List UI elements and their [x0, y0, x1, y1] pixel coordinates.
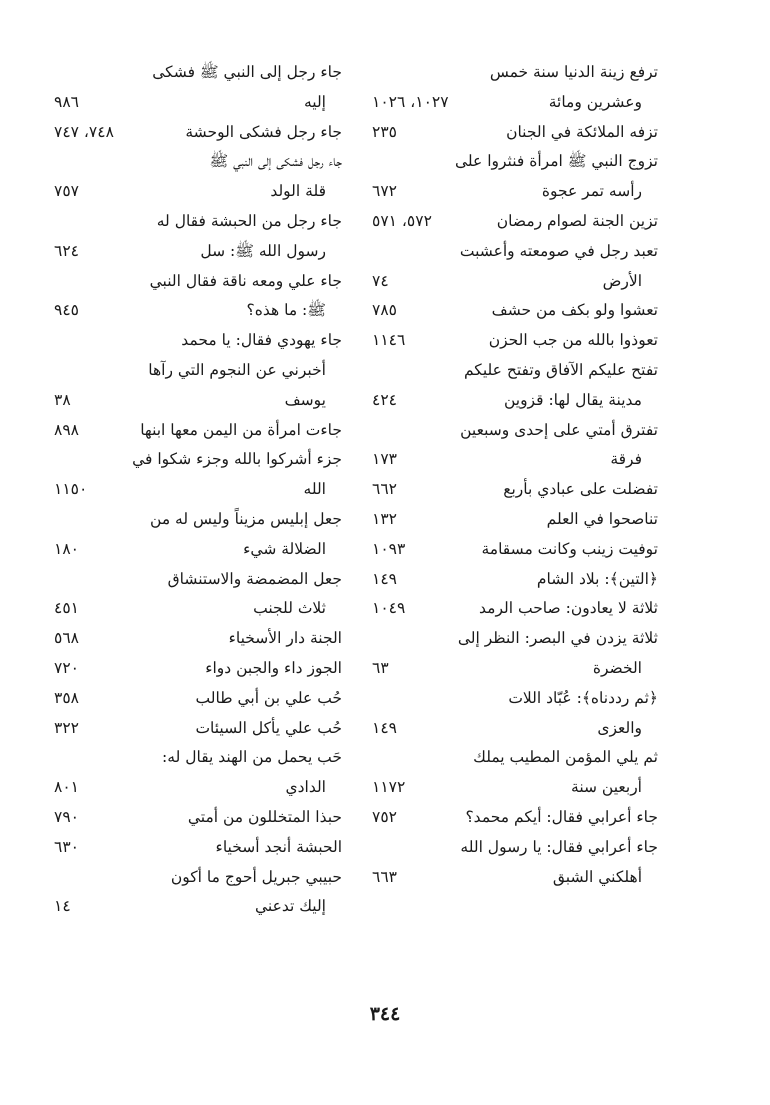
entry-text: جاء يهودي فقال: يا محمد	[181, 331, 342, 350]
entry-text: الجنة دار الأسخياء	[228, 629, 342, 648]
entry-page-ref: ١٠٩٣	[372, 539, 406, 558]
entry-text: جاء علي ومعه ناقة فقال النبي	[149, 271, 342, 290]
entry-text-continuation: وعشرين ومائة	[548, 92, 642, 111]
index-entry	[372, 147, 658, 207]
index-entry	[372, 296, 658, 326]
entry-page-ref: ٢٣٥	[372, 122, 397, 141]
entry-page-ref: ٤٢٤	[372, 390, 397, 409]
entry-page-ref: ٦٦٢	[372, 480, 397, 499]
entry-text-continuation: الضلالة شيء	[243, 539, 326, 558]
index-entry	[54, 118, 342, 148]
entry-page-ref: ٣٢٢	[54, 718, 79, 737]
index-entry	[372, 833, 658, 893]
entry-text-continuation: الدادي	[285, 778, 326, 797]
index-entry	[372, 118, 658, 148]
entry-page-ref: ١٠٢٧، ١٠٢٦	[372, 92, 449, 111]
entry-text-continuation: الأرض	[602, 271, 642, 290]
entry-text: الجوز داء والجبن دواء	[205, 658, 342, 677]
index-entry	[372, 207, 658, 237]
entry-page-ref: ١٣٢	[372, 509, 397, 528]
entry-text: جاء رجل فشكى الوحشة	[185, 122, 342, 141]
entry-page-ref: ٣٨	[54, 390, 71, 409]
entry-page-ref: ١٤	[54, 897, 71, 916]
entry-text-continuation: الله	[303, 480, 326, 499]
entry-text-continuation: الخضرة	[592, 658, 642, 677]
entry-text-continuation: قلة الولد	[270, 182, 326, 201]
entry-page-ref: ١١٤٦	[372, 331, 406, 350]
entry-text-continuation: فرقة	[610, 450, 642, 469]
entry-text-continuation: إليك تدعني	[255, 897, 326, 916]
entry-page-ref: ٦٣	[372, 658, 389, 677]
index-entry	[54, 863, 342, 923]
index-entry	[54, 445, 342, 505]
index-entry	[54, 624, 342, 654]
entry-page-ref: ١١٥٠	[54, 480, 88, 499]
entry-text: تعشوا ولو بكف من حشف	[491, 301, 658, 320]
entry-text: ثلاثة يزدن في البصر: النظر إلى	[457, 629, 658, 648]
index-entry	[372, 624, 658, 684]
index-entry	[54, 803, 342, 833]
entry-text: حُب علي بن أبي طالب	[195, 688, 342, 707]
entry-text: جاء أعرابي فقال: يا رسول الله	[460, 837, 658, 856]
entry-text: حُب علي يأكل السيئات	[195, 718, 342, 737]
entry-text: جاء رجل فشكى إلى النبي ﷺ	[209, 152, 342, 171]
entry-text: توفيت زينب وكانت مسقامة	[481, 539, 658, 558]
entry-page-ref: ١١٧٢	[372, 778, 406, 797]
index-entry	[372, 565, 658, 595]
entry-text: جعل المضمضة والاستنشاق	[167, 569, 342, 588]
entry-page-ref: ٧٨٥	[372, 301, 397, 320]
entry-text: جعل إبليس مزيناً وليس له من	[150, 509, 342, 528]
entry-text: تعوذوا بالله من جب الحزن	[488, 331, 658, 350]
index-entry	[54, 714, 342, 744]
entry-text: حبذا المتخللون من أمتي	[187, 807, 342, 826]
index-entry	[372, 505, 658, 535]
index-entry	[54, 505, 342, 565]
entry-page-ref: ١٤٩	[372, 569, 397, 588]
entry-text-continuation: مدينة يقال لها: قزوين	[503, 390, 642, 409]
entry-page-ref: ١٤٩	[372, 718, 397, 737]
entry-page-ref: ٧٤	[372, 271, 389, 290]
entry-text-continuation: ﷺ: ما هذه؟	[246, 301, 326, 320]
index-entry	[54, 147, 342, 207]
entry-page-ref: ٩٤٥	[54, 301, 79, 320]
index-entry	[372, 594, 658, 624]
index-entry	[372, 684, 658, 744]
entry-text-continuation: رسول الله ﷺ: سل	[200, 241, 326, 260]
index-column-right	[372, 58, 658, 892]
entry-text-continuation: أهلكني الشبق	[552, 867, 642, 886]
entry-page-ref: ٧٥٢	[372, 807, 397, 826]
entry-page-ref: ٤٥١	[54, 599, 79, 618]
index-entry	[372, 356, 658, 416]
entry-text: تفترق أمتي على إحدى وسبعين	[460, 420, 658, 439]
index-entry	[54, 326, 342, 415]
index-column-left	[54, 58, 342, 922]
entry-text: حَب يحمل من الهند يقال له:	[162, 748, 342, 767]
entry-text: ثلاثة لا يعادون: صاحب الرمد	[479, 599, 658, 618]
entry-text: جاءت امرأة من اليمن معها ابنها	[140, 420, 342, 439]
entry-page-ref: ٥٧٢، ٥٧١	[372, 211, 432, 230]
entry-page-ref: ٨٩٨	[54, 420, 79, 439]
index-entry	[372, 803, 658, 833]
index-entry	[54, 833, 342, 863]
entry-text: تعبد رجل في صومعته وأعشبت	[459, 241, 658, 260]
entry-page-ref: ٣٥٨	[54, 688, 79, 707]
entry-text: ثم يلي المؤمن المطيب يملك	[473, 748, 658, 767]
index-entry	[372, 475, 658, 505]
entry-text: تزفه الملائكة في الجنان	[506, 122, 658, 141]
entry-page-ref: ٦٢٤	[54, 241, 79, 260]
entry-text: تزوج النبي ﷺ امرأة فنثروا على	[454, 152, 658, 171]
index-entry	[54, 743, 342, 803]
entry-text: جزء أشركوا بالله وجزء شكوا في	[132, 450, 342, 469]
entry-text: حبيبي جبريل أحوج ما أكون	[170, 867, 342, 886]
index-entry	[54, 267, 342, 327]
entry-text-continuation: يوسف	[284, 390, 326, 409]
index-entry	[54, 416, 342, 446]
entry-text: ﴿التين﴾: بلاد الشام	[536, 569, 658, 588]
entry-text: تناصحوا في العلم	[546, 509, 658, 528]
index-entry	[372, 743, 658, 803]
entry-page-ref: ٧٤٨، ٧٤٧	[54, 122, 114, 141]
index-entry	[54, 565, 342, 625]
entry-text: تزين الجنة لصوام رمضان	[496, 211, 658, 230]
entry-page-ref: ٧٥٧	[54, 182, 79, 201]
entry-text: تفضلت على عبادي بأربع	[503, 480, 658, 499]
index-entry	[54, 58, 342, 118]
entry-page-ref: ٦٧٢	[372, 182, 397, 201]
page-number: ٣٤٤	[369, 1003, 401, 1025]
entry-page-ref: ١٨٠	[54, 539, 79, 558]
entry-text-continuation: رأسه تمر عجوة	[541, 182, 642, 201]
entry-text-continuation: إليه	[303, 92, 326, 111]
index-entry	[372, 535, 658, 565]
entry-page-ref: ٧٩٠	[54, 807, 79, 826]
index-entry	[372, 237, 658, 297]
entry-text: ﴿ثم رددناه﴾: عُبّاد اللات	[508, 688, 658, 707]
entry-page-ref: ٧٢٠	[54, 658, 79, 677]
entry-page-ref: ٥٦٨	[54, 629, 79, 648]
index-entry	[372, 326, 658, 356]
entry-text-continuation: ثلاث للجنب	[253, 599, 326, 618]
entry-text: ترفع زينة الدنيا سنة خمس	[489, 63, 658, 81]
entry-page-ref: ٨٠١	[54, 778, 79, 797]
entry-text: جاء أعرابي فقال: أيكم محمد؟	[465, 807, 658, 826]
entry-text-continuation: والعزى	[597, 718, 642, 737]
index-entry	[54, 207, 342, 267]
index-entry	[54, 684, 342, 714]
index-entry	[372, 58, 658, 118]
index-entry	[372, 416, 658, 476]
entry-page-ref: ١٠٤٩	[372, 599, 406, 618]
index-entry	[54, 654, 342, 684]
entry-page-ref: ١٧٣	[372, 450, 397, 469]
entry-text: جاء رجل من الحبشة فقال له	[156, 211, 342, 230]
entry-page-ref: ٩٨٦	[54, 92, 79, 111]
entry-text: الحبشة أنجد أسخياء	[215, 837, 342, 856]
entry-text: تفتح عليكم الآفاق وتفتح عليكم	[463, 360, 658, 379]
entry-page-ref: ٦٦٣	[372, 867, 397, 886]
entry-text-continuation: أربعين سنة	[571, 778, 642, 797]
entry-text-continuation: أخبرني عن النجوم التي رآها	[148, 360, 326, 379]
entry-page-ref: ٦٣٠	[54, 837, 79, 856]
entry-text: جاء رجل إلى النبي ﷺ فشكى	[152, 63, 342, 81]
